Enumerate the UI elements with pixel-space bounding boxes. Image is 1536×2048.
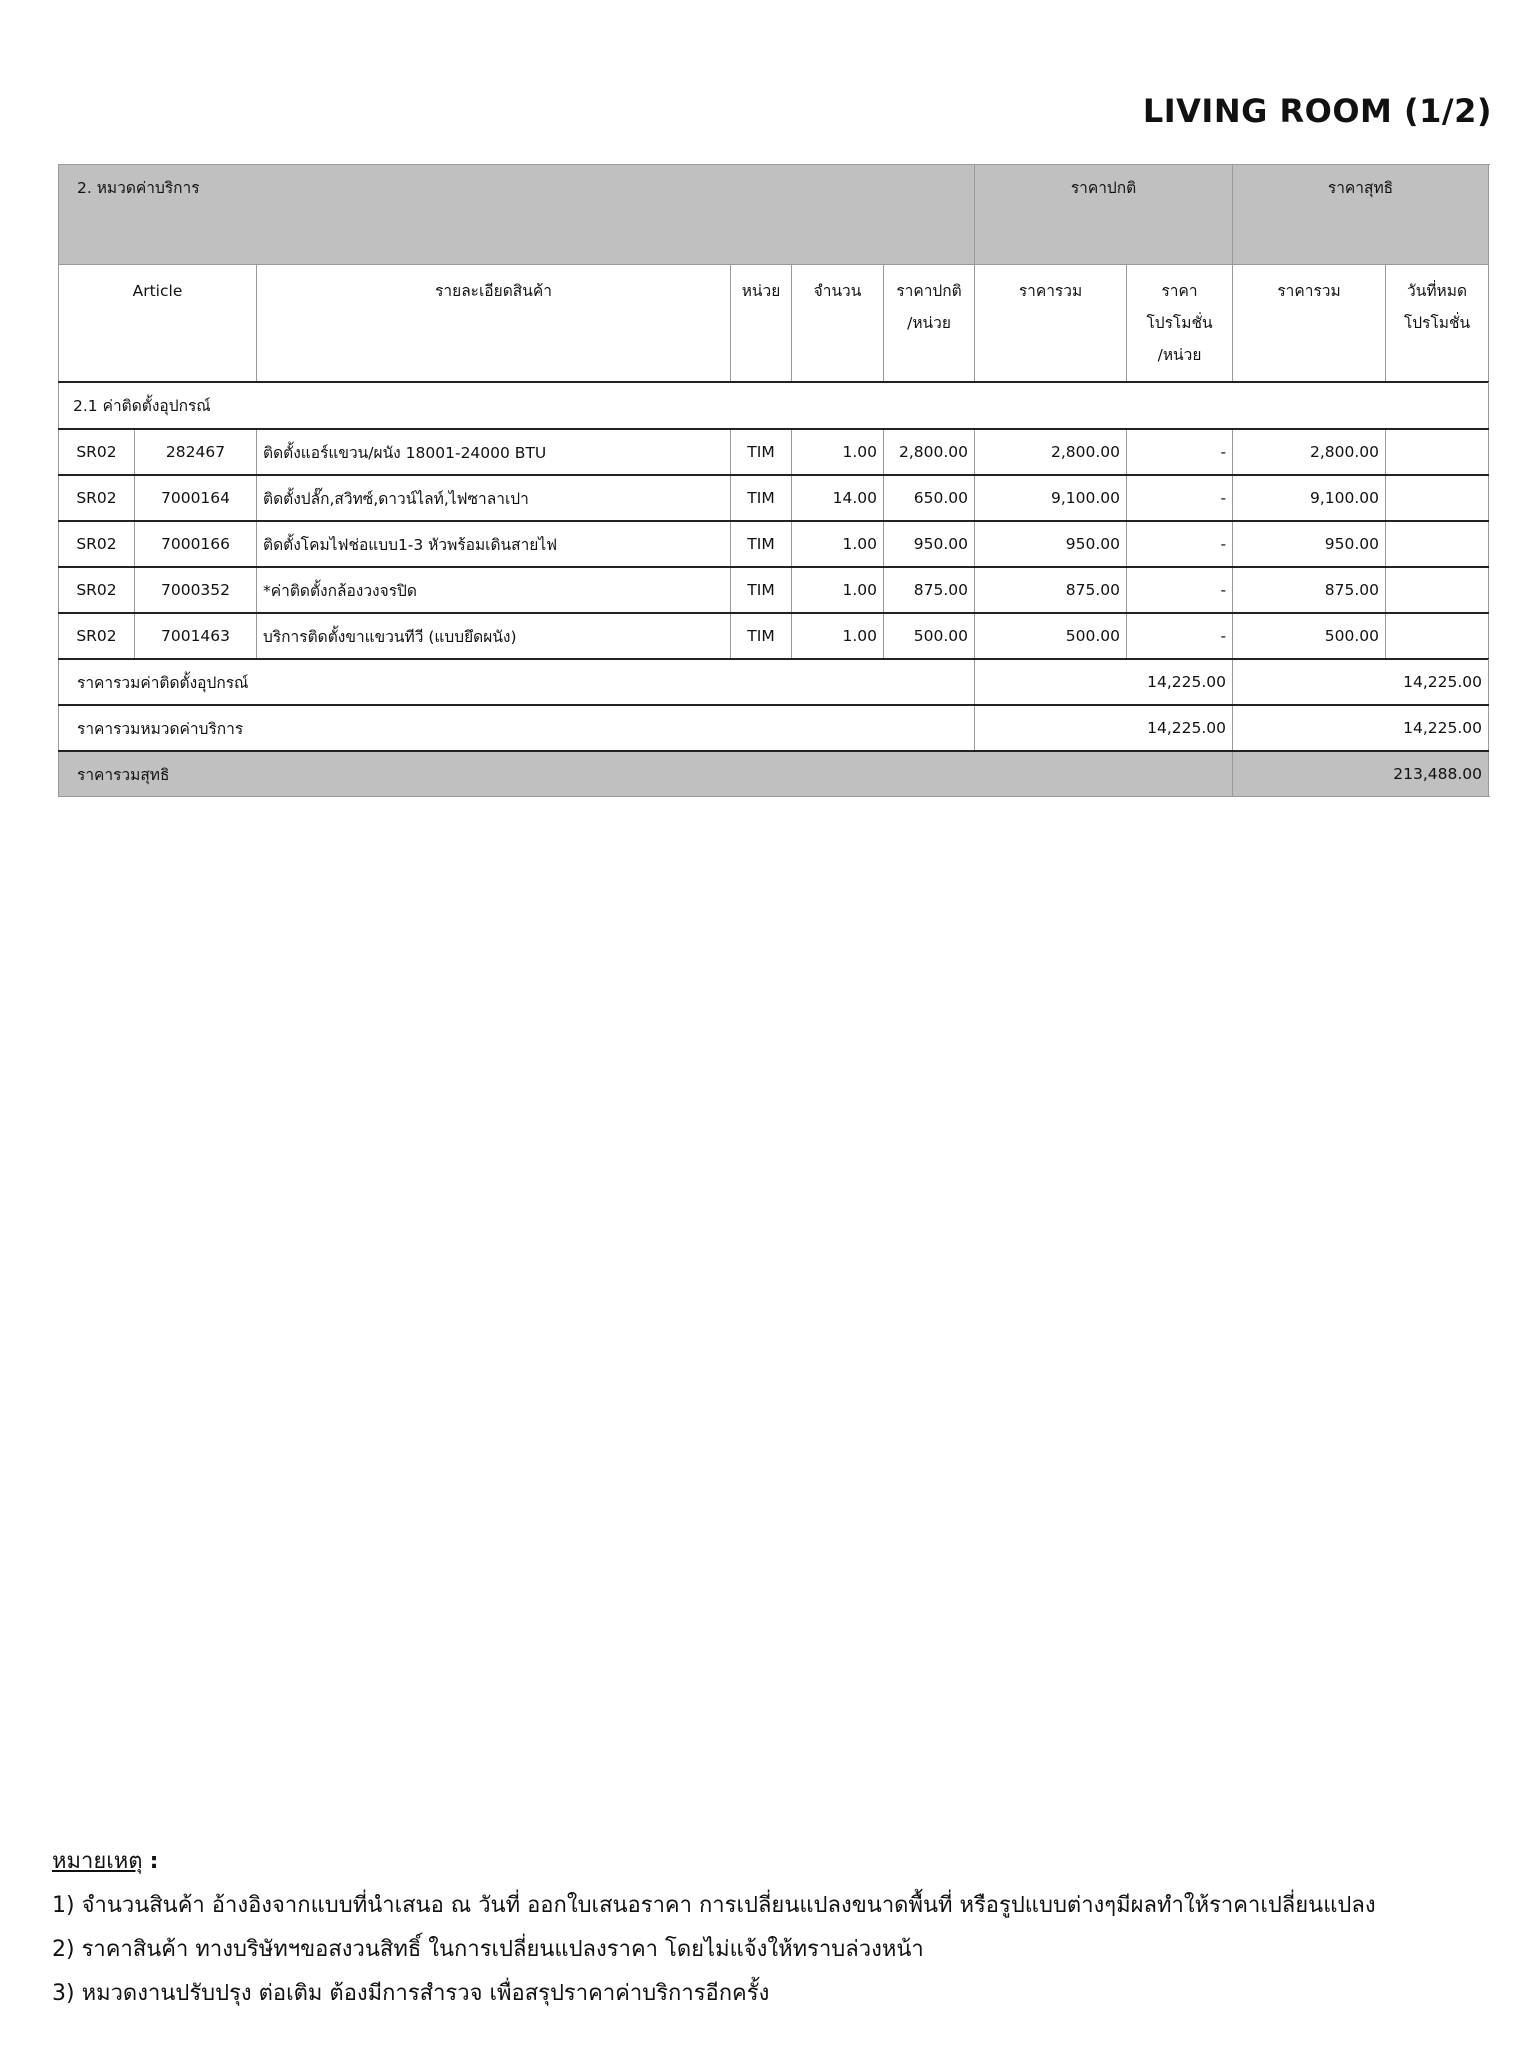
cell-description: ติดตั้งโคมไฟช่อแบบ1-3 หัวพร้อมเดินสายไฟ — [257, 521, 731, 567]
cell-unit: TIM — [731, 475, 792, 521]
cell-unit: TIM — [731, 429, 792, 475]
note-item: 1) จำนวนสินค้า อ้างอิงจากแบบที่นำเสนอ ณ วันที่ ออกใบเสนอราคา การเปลี่ยนแปลงขนาดพื้นที่ หรือรูปแบบต่างๆมีผลทำให้ราคาเปลี่ยนแปลง — [52, 1893, 1376, 1918]
subtotal-install-label: ราคารวมค่าติดตั้งอุปกรณ์ — [59, 659, 975, 705]
section-title: 2. หมวดค่าบริการ — [59, 165, 975, 265]
cell-promo-end — [1386, 429, 1489, 475]
cell-description: ติดตั้งแอร์แขวน/ผนัง 18001-24000 BTU — [257, 429, 731, 475]
cell-total: 2,800.00 — [975, 429, 1127, 475]
cell-code: SR02 — [59, 613, 135, 659]
table-row — [59, 521, 1489, 567]
cell-code: SR02 — [59, 567, 135, 613]
cell-promo-end — [1386, 567, 1489, 613]
cell-total: 500.00 — [975, 613, 1127, 659]
column-header-row — [59, 265, 1489, 383]
table-row — [59, 475, 1489, 521]
cell-code: SR02 — [59, 429, 135, 475]
subtotal-service-label: ราคารวมหมวดค่าบริการ — [59, 705, 975, 751]
header-qty: จำนวน — [792, 265, 884, 383]
grand-total-row — [59, 751, 1489, 797]
cell-qty: 1.00 — [792, 567, 884, 613]
table-row — [59, 567, 1489, 613]
cell-article: 7001463 — [135, 613, 257, 659]
cell-unit-price: 950.00 — [884, 521, 975, 567]
subtotal-install-net: 14,225.00 — [1233, 659, 1489, 705]
cell-total: 950.00 — [975, 521, 1127, 567]
cell-unit-price: 650.00 — [884, 475, 975, 521]
subtotal-service-net: 14,225.00 — [1233, 705, 1489, 751]
cell-promo-end — [1386, 613, 1489, 659]
cell-unit: TIM — [731, 567, 792, 613]
notes-section — [52, 1840, 1376, 2016]
subsection-title: 2.1 ค่าติดตั้งอุปกรณ์ — [59, 382, 1489, 429]
header-unit: หน่วย — [731, 265, 792, 383]
cell-net-total: 9,100.00 — [1233, 475, 1386, 521]
note-item: 3) หมวดงานปรับปรุง ต่อเติม ต้องมีการสำรวจ เพื่อสรุปราคาค่าบริการอีกครั้ง — [52, 1981, 770, 2006]
section-header-row — [59, 165, 1489, 265]
quotation-table — [58, 164, 1489, 797]
notes-colon: : — [149, 1849, 159, 1874]
cell-code: SR02 — [59, 475, 135, 521]
note-item: 2) ราคาสินค้า ทางบริษัทฯขอสงวนสิทธิ์ ในการเปลี่ยนแปลงราคา โดยไม่แจ้งให้ทราบล่วงหน้า — [52, 1937, 924, 1962]
table-row — [59, 429, 1489, 475]
page-title: LIVING ROOM (1/2) — [1142, 92, 1492, 130]
group-normal-price: ราคาปกติ — [975, 165, 1233, 265]
subtotal-service-total: 14,225.00 — [975, 705, 1233, 751]
cell-unit: TIM — [731, 613, 792, 659]
notes-title: หมายเหตุ — [52, 1849, 143, 1874]
cell-promo-end — [1386, 475, 1489, 521]
header-description: รายละเอียดสินค้า — [257, 265, 731, 383]
cell-promo-price: - — [1127, 521, 1233, 567]
subsection-row — [59, 382, 1489, 429]
subtotal-install-row — [59, 659, 1489, 705]
cell-total: 9,100.00 — [975, 475, 1127, 521]
cell-article: 7000164 — [135, 475, 257, 521]
cell-qty: 1.00 — [792, 429, 884, 475]
cell-net-total: 875.00 — [1233, 567, 1386, 613]
cell-qty: 1.00 — [792, 521, 884, 567]
header-promo-price: ราคา โปรโมชั่น /หน่วย — [1127, 265, 1233, 383]
cell-code: SR02 — [59, 521, 135, 567]
cell-net-total: 950.00 — [1233, 521, 1386, 567]
cell-promo-end — [1386, 521, 1489, 567]
header-net-total: ราคารวม — [1233, 265, 1386, 383]
cell-unit: TIM — [731, 521, 792, 567]
subtotal-install-total: 14,225.00 — [975, 659, 1233, 705]
cell-promo-price: - — [1127, 475, 1233, 521]
group-net-price: ราคาสุทธิ — [1233, 165, 1489, 265]
cell-qty: 14.00 — [792, 475, 884, 521]
notes-heading — [52, 1840, 1376, 1884]
cell-promo-price: - — [1127, 429, 1233, 475]
subtotal-service-row — [59, 705, 1489, 751]
grand-total-label: ราคารวมสุทธิ — [59, 751, 1233, 797]
cell-article: 282467 — [135, 429, 257, 475]
cell-description: *ค่าติดตั้งกล้องวงจรปิด — [257, 567, 731, 613]
header-promo-end: วันที่หมด โปรโมชั่น — [1386, 265, 1489, 383]
cell-description: บริการติดตั้งขาแขวนทีวี (แบบยึดผนัง) — [257, 613, 731, 659]
cell-net-total: 500.00 — [1233, 613, 1386, 659]
table-row — [59, 613, 1489, 659]
header-article: Article — [59, 265, 257, 383]
grand-total-value: 213,488.00 — [1233, 751, 1489, 797]
cell-description: ติดตั้งปลั๊ก,สวิทซ์,ดาวน์ไลท์,ไฟซาลาเปา — [257, 475, 731, 521]
header-total: ราคารวม — [975, 265, 1127, 383]
header-unit-price: ราคาปกติ /หน่วย — [884, 265, 975, 383]
cell-promo-price: - — [1127, 567, 1233, 613]
cell-unit-price: 2,800.00 — [884, 429, 975, 475]
cell-article: 7000352 — [135, 567, 257, 613]
cell-promo-price: - — [1127, 613, 1233, 659]
cell-total: 875.00 — [975, 567, 1127, 613]
cell-unit-price: 500.00 — [884, 613, 975, 659]
cell-qty: 1.00 — [792, 613, 884, 659]
cell-unit-price: 875.00 — [884, 567, 975, 613]
cell-net-total: 2,800.00 — [1233, 429, 1386, 475]
cell-article: 7000166 — [135, 521, 257, 567]
